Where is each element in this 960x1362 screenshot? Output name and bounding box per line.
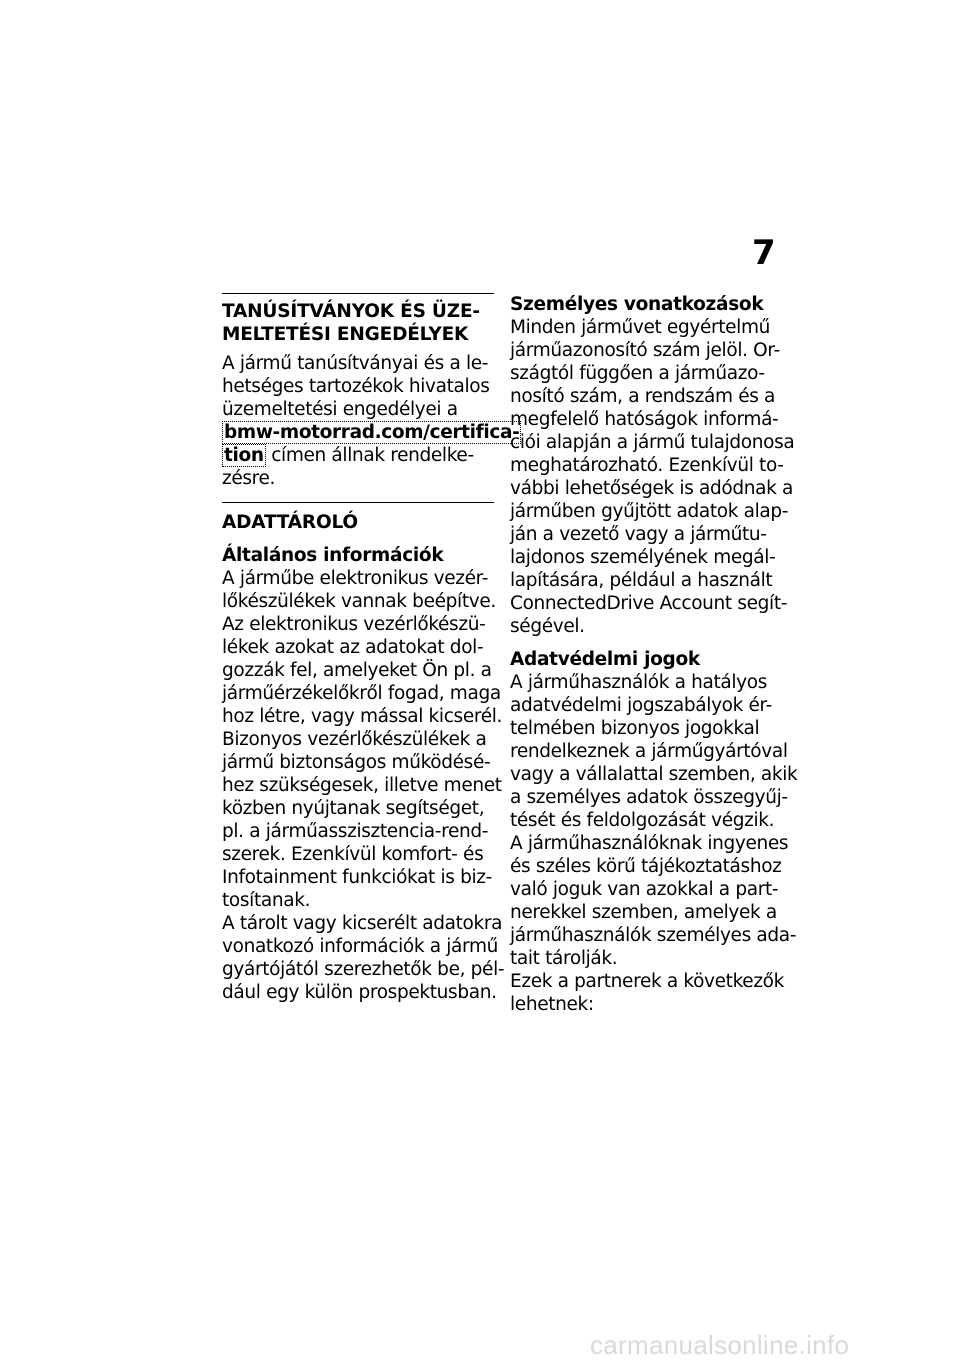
text-line: A járműbe elektronikus vezér- xyxy=(222,568,489,589)
text-line: való joguk van azokkal a part- xyxy=(510,879,779,900)
text-line: hetséges tartozékok hivatalos xyxy=(222,376,490,397)
text-line: A tárolt vagy kicserélt adatokra xyxy=(222,913,503,934)
certification-link-cont[interactable]: tion xyxy=(224,445,264,466)
text-line: járműben gyűjtött adatok alap- xyxy=(510,501,789,522)
subtitle-privacy-rights: Adatvédelmi jogok xyxy=(510,649,700,670)
text-line: vábbi lehetőségek is adódnak a xyxy=(510,478,794,499)
text-line xyxy=(222,444,494,467)
text-line: lehetnek: xyxy=(510,994,594,1015)
text-line: lékek azokat az adatokat dol- xyxy=(222,637,484,658)
text-line: rendelkeznek a járműgyártóval xyxy=(510,741,788,762)
privacy-rights-paragraph xyxy=(510,671,798,1016)
link-trailing-text: címen állnak rendelke- xyxy=(265,445,474,466)
text-line: megfelelő hatóságok informá- xyxy=(510,409,779,430)
text-line: és széles körű tájékoztatáshoz xyxy=(510,856,782,877)
text-line: Bizonyos vezérlőkészülékek a xyxy=(222,729,487,750)
section-title-certificates xyxy=(222,300,494,346)
section-title-data-storage: ADATTÁROLÓ xyxy=(222,512,358,533)
text-line: ján a vezető vagy a járműtu- xyxy=(510,524,767,545)
intro-paragraph xyxy=(222,352,520,490)
text-line: zésre. xyxy=(222,468,276,489)
text-line: vagy a vállalattal szemben, akik xyxy=(510,764,798,785)
text-line: szerek. Ezenkívül komfort- és xyxy=(222,844,484,865)
text-line: nosító szám, a rendszám és a xyxy=(510,386,776,407)
text-line: telmében bizonyos jogokkal xyxy=(510,718,760,739)
section-divider xyxy=(222,293,494,294)
general-info-paragraph xyxy=(222,567,505,1004)
text-line: A jármű tanúsítványai és a le- xyxy=(222,353,489,374)
text-line: szágtól függően a járműazo- xyxy=(510,363,765,384)
left-column xyxy=(222,293,520,1004)
personal-reference-paragraph xyxy=(510,316,795,638)
text-line: hoz létre, vagy mással kicserél. xyxy=(222,706,503,727)
text-line: közben nyújtanak segítséget, xyxy=(222,798,485,819)
text-line: járműérzékelőkről fogad, maga xyxy=(222,683,501,704)
text-line: üzemeltetési engedélyei a xyxy=(222,399,458,420)
text-line: vonatkozó információk a jármű xyxy=(222,936,498,957)
text-line: pl. a járműasszisztencia-rend- xyxy=(222,821,489,842)
right-column xyxy=(510,293,798,1016)
text-line xyxy=(222,421,520,444)
watermark: carmanualsonline.info xyxy=(590,1330,850,1360)
text-line: a személyes adatok összegyűj- xyxy=(510,787,788,808)
subtitle-personal-reference: Személyes vonatkozások xyxy=(510,294,764,315)
text-line: gyártójától szerezhetők be, pél- xyxy=(222,959,505,980)
title-line: MELTETÉSI ENGEDÉLYEK xyxy=(222,324,469,345)
text-line: tosítanak. xyxy=(222,890,311,911)
text-line: meghatározható. Ezenkívül to- xyxy=(510,455,784,476)
text-line: lőkészülékek vannak beépítve. xyxy=(222,591,496,612)
text-line: ConnectedDrive Account segít- xyxy=(510,593,788,614)
text-line: Infotainment funkciókat is biz- xyxy=(222,867,492,888)
text-line: lapítására, például a használt xyxy=(510,570,773,591)
text-line: Minden járművet egyértelmű xyxy=(510,317,771,338)
text-line: A járműhasználóknak ingyenes xyxy=(510,833,789,854)
text-line: lajdonos személyének megál- xyxy=(510,547,776,568)
title-line: TANÚSÍTVÁNYOK ÉS ÜZE- xyxy=(222,301,480,322)
text-line: tait tárolják. xyxy=(510,948,618,969)
text-line: Az elektronikus vezérlőkészü- xyxy=(222,614,486,635)
text-line: ciói alapján a jármű tulajdonosa xyxy=(510,432,795,453)
certification-link[interactable]: bmw-motorrad.com/certifica- xyxy=(224,422,520,443)
text-line: A járműhasználók a hatályos xyxy=(510,672,768,693)
text-line: gozzák fel, amelyeket Ön pl. a xyxy=(222,660,492,681)
page-number: 7 xyxy=(752,233,776,273)
section-divider xyxy=(222,502,494,503)
text-line: ségével. xyxy=(510,616,585,637)
text-line: dául egy külön prospektusban. xyxy=(222,982,497,1003)
text-line: jármű biztonságos működésé- xyxy=(222,752,491,773)
text-line: nerekkel szemben, amelyek a xyxy=(510,902,777,923)
text-line: Ezek a partnerek a következők xyxy=(510,971,785,992)
text-line: járműazonosító szám jelöl. Or- xyxy=(510,340,780,361)
text-line: tését és feldolgozását végzik. xyxy=(510,810,775,831)
text-line: adatvédelmi jogszabályok ér- xyxy=(510,695,772,716)
text-line: hez szükségesek, illetve menet xyxy=(222,775,502,796)
text-line: járműhasználók személyes ada- xyxy=(510,925,797,946)
subtitle-general-info: Általános információk xyxy=(222,545,444,566)
